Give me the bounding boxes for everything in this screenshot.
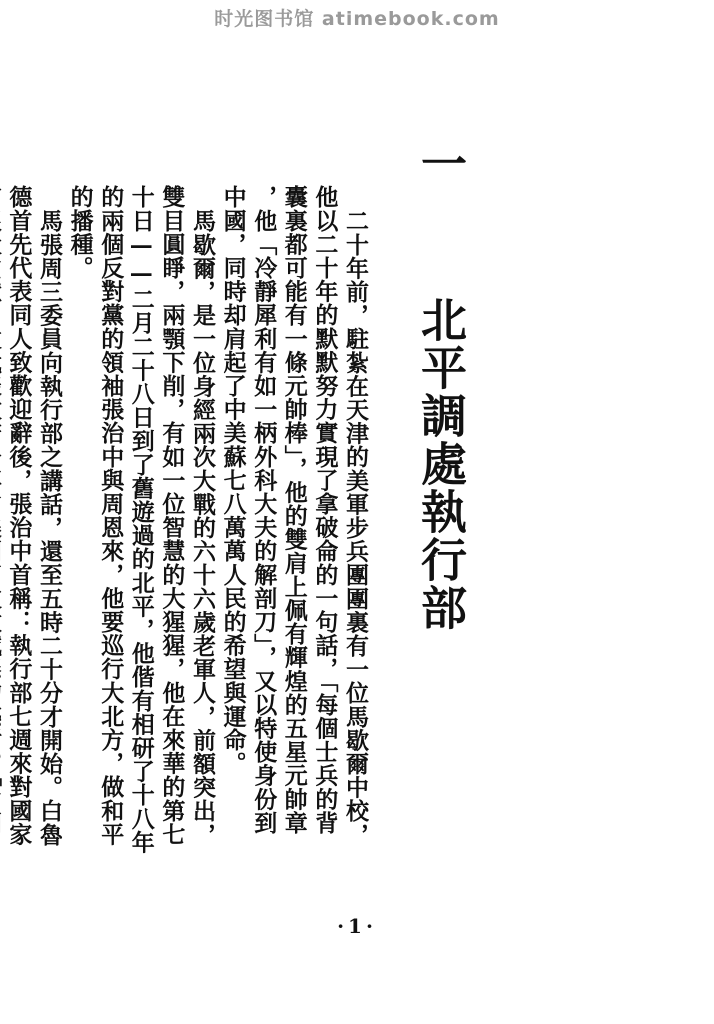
page-number: ·1·	[337, 914, 377, 938]
text-column: 的兩個反對黨的領袖張治中與周恩來，他要巡行大北方，做和平	[97, 185, 125, 846]
chapter-heading	[414, 140, 468, 632]
text-column: ，他「冷靜犀利有如一柄外科大夫的解剖刀」，又以特使身份到	[250, 185, 278, 835]
text-column: 囊裏都可能有一條元帥棒」，他的雙肩上佩有輝煌的五星元帥章	[280, 185, 308, 835]
text-column: 他以二十年的默默努力實現了拿破侖的一句話，「每個士兵的背	[311, 185, 339, 835]
text-column: 中國，同時却肩起了中美蘇七八萬萬人民的希望與運命。	[219, 185, 247, 775]
watermark: 时光图书馆 atimebook.com	[214, 8, 500, 30]
text-column: 十日——二月二十八日到了舊遊過的北平，他偕有相研了十八年	[127, 185, 155, 854]
chapter-title: 北平調處執行部	[414, 296, 468, 632]
chapter-number: 一	[414, 140, 468, 188]
text-column: 馬歇爾，是一位身經兩次大戰的六十六歲老軍人，前額突出，	[189, 208, 216, 846]
text-column: 雙目圓睜，兩顎下削，有如一位智慧的大猩猩，他在來華的第七	[158, 185, 186, 846]
text-column: 馬張周三委員向執行部之講話，還至五時二十分才開始。白魯	[36, 208, 63, 846]
text-column: 的播種。	[66, 185, 94, 280]
text-column: 德首先代表同人致歡迎辭後，張治中首稱：執行部七週來對國家	[5, 185, 33, 846]
text-column: 二十年前，駐紮在天津的美軍步兵團團裏有一位馬歇爾中校，	[342, 208, 369, 846]
